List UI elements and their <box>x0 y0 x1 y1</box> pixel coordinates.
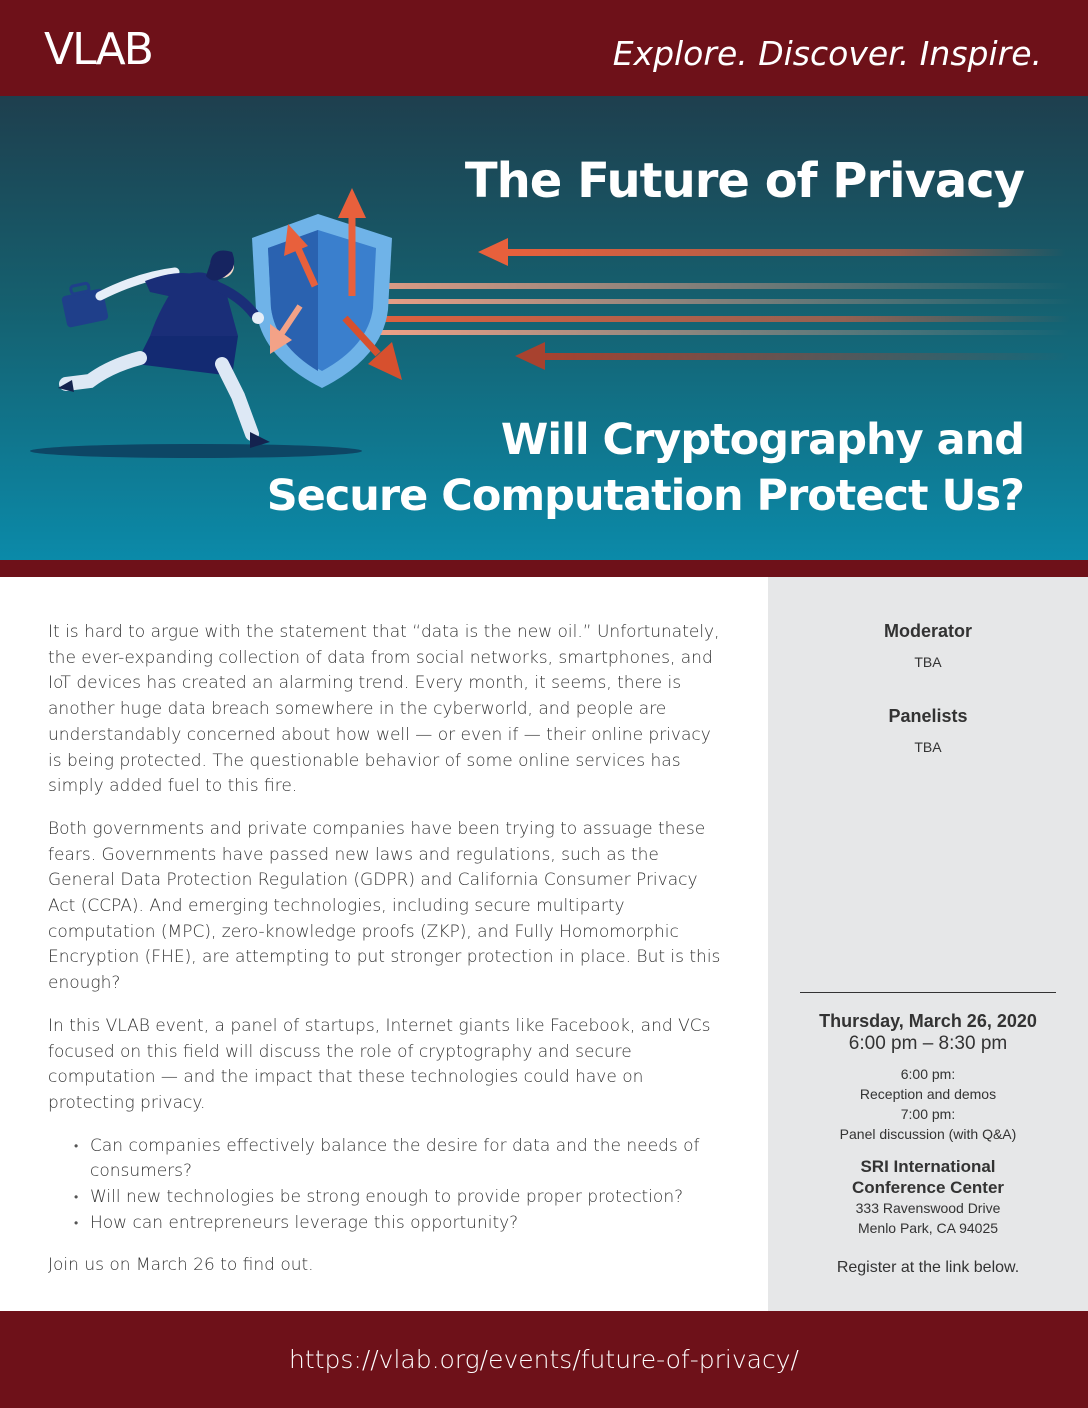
event-date: Thursday, March 26, 2020 <box>819 1011 1037 1031</box>
panelists-label: Panelists <box>888 706 968 726</box>
businesswoman-figure <box>58 251 270 449</box>
footer-bar <box>0 1311 1088 1408</box>
subtitle-line: Will Cryptography and <box>500 415 1024 465</box>
panelists-value: TBA <box>914 739 942 755</box>
venue-address: Menlo Park, CA 94025 <box>857 1220 999 1236</box>
event-url-link[interactable]: https://vlab.org/events/future-of-privacy/ <box>289 1345 799 1374</box>
moderator-value: TBA <box>914 654 942 670</box>
arrow-streak <box>300 283 1070 289</box>
arrow-head <box>478 238 508 266</box>
arrow-head <box>338 188 366 218</box>
tagline: Explore. Discover. Inspire. <box>612 34 1042 73</box>
header-bar <box>0 0 1088 96</box>
hero-banner <box>0 96 1088 560</box>
venue-address: 333 Ravenswood Drive <box>855 1200 1001 1216</box>
arrow-streak <box>505 249 1065 256</box>
sidebar-divider <box>800 992 1056 993</box>
divider-bar <box>0 560 1088 577</box>
list-item: • Will new technologies be strong enough to provide proper protection? <box>90 1185 723 1211</box>
register-section <box>768 1259 1088 1277</box>
schedule-activity: Panel discussion (with Q&A) <box>839 1126 1017 1142</box>
moderator-label: Moderator <box>883 621 972 641</box>
body-paragraph: Both governments and private companies have been trying to assuage these fears. Governments have passed new laws and regulations, such as the General Data Protection Regulation (GDPR) and California Consumer Privacy Act (CCPA). And emerging technologies, including secure multiparty computation (MPC), zero-knowledge proofs (ZKP), and Fully Homomorphic Encryption (FHE), are attempting to put stronger protection in place. But is this enough? <box>48 818 721 994</box>
event-time: 6:00 pm – 8:30 pm <box>848 1033 1008 1054</box>
arrow-streak <box>360 330 1070 335</box>
register-note: Register at the link below. <box>836 1259 1020 1276</box>
arrow-streak <box>320 316 1070 322</box>
question-list <box>48 1134 723 1237</box>
body-paragraph: In this VLAB event, a panel of startups, Internet giants like Facebook, and VCs focused on this field will discuss the role of cryptography and secure computation — and the impact that these technologies could have on protecting privacy. <box>48 1015 711 1113</box>
arrow-streak <box>345 299 1075 304</box>
moderator-section <box>768 621 1088 672</box>
event-details-sidebar <box>768 577 1088 1311</box>
schedule-section <box>768 1010 1088 1238</box>
event-subtitle <box>267 412 1024 524</box>
venue-name: Conference Center <box>851 1178 1005 1197</box>
schedule-time: 6:00 pm: <box>900 1066 956 1082</box>
body-paragraph: It is hard to argue with the statement that “data is the new oil.” Unfortunately, the ever-expanding collection of data from social networks, smartphones, and IoT devices has created an alarming trend. Every month, it seems, there is another huge data breach somewhere in the cyberworld, and people are understandably concerned about how well — or even if — their online privacy is being protected. The questionable behavior of some online services has simply added fuel to this fire. <box>48 622 720 797</box>
panelists-section <box>768 706 1088 757</box>
subtitle-line: Secure Computation Protect Us? <box>266 471 1024 521</box>
schedule-time: 7:00 pm: <box>900 1106 956 1122</box>
event-description <box>48 620 723 1296</box>
arrow-head <box>515 342 545 370</box>
event-title: The Future of Privacy <box>464 153 1024 209</box>
closing-line: Join us on March 26 to find out. <box>48 1255 314 1276</box>
list-item: • How can entrepreneurs leverage this opportunity? <box>90 1211 723 1237</box>
schedule-activity: Reception and demos <box>859 1086 997 1102</box>
vlab-logo[interactable]: VLAB <box>44 24 152 75</box>
list-item: • Can companies effectively balance the desire for data and the needs of consumers? <box>90 1134 723 1185</box>
venue-name: SRI International <box>860 1157 996 1176</box>
arrow-streak <box>540 353 1070 360</box>
